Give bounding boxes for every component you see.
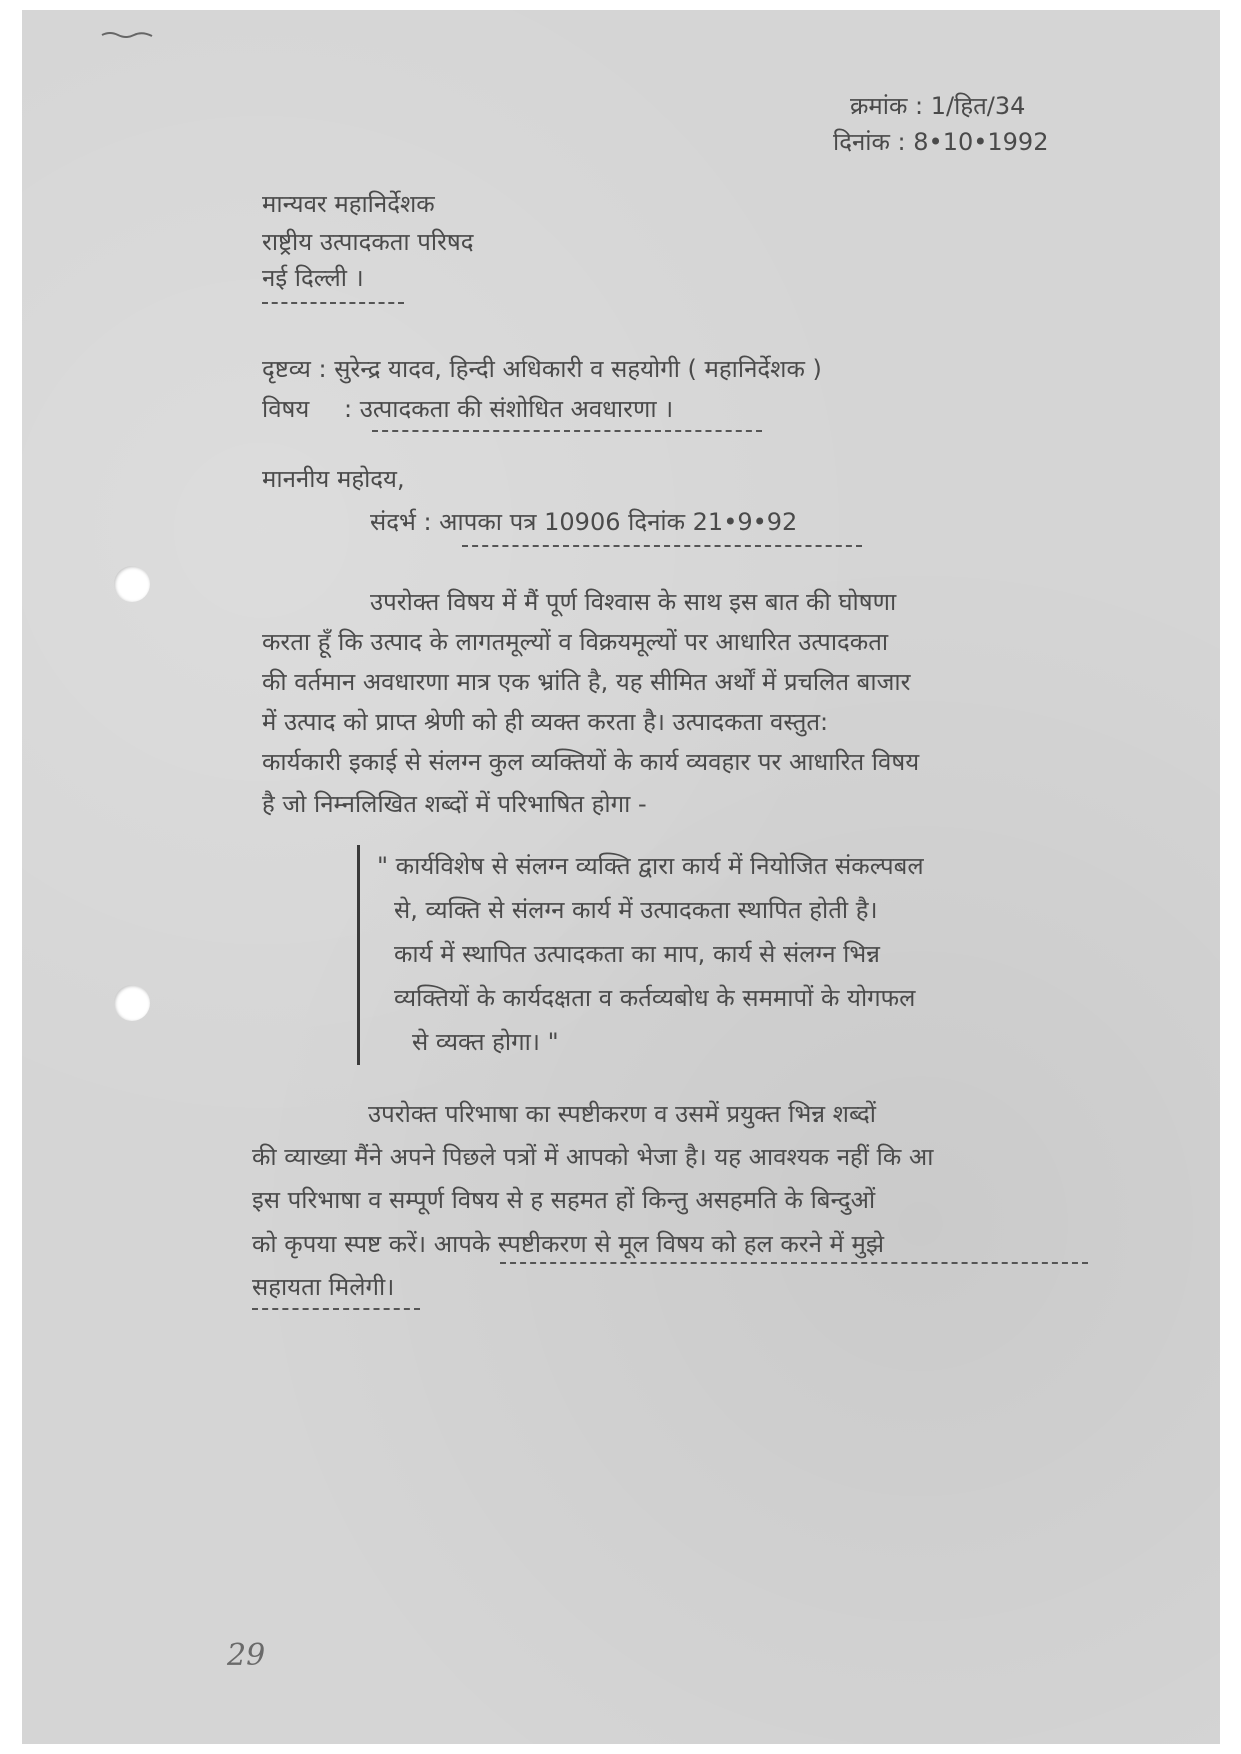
- reference-underline: [462, 545, 862, 547]
- attention-line: दृष्टव्य : सुरेन्द्र यादव, हिन्दी अधिकारी व सहयोगी ( महानिर्देशक ): [262, 355, 822, 383]
- punch-hole: [114, 566, 150, 602]
- para1-line: में उत्पाद को प्राप्त श्रेणी को ही व्यक्त करता है। उत्पादकता वस्तुत:: [262, 708, 829, 736]
- para2-line: को कृपया स्पष्ट करें। आपके स्पष्टीकरण से मूल विषय को हल करने में मुझे: [252, 1230, 885, 1258]
- reference-number: क्रमांक : 1/हित/34: [850, 92, 1026, 120]
- para2-line: सहायता मिलेगी।: [252, 1273, 395, 1301]
- quote-line: कार्य में स्थापित उत्पादकता का माप, कार्य से संलग्न भिन्न: [394, 940, 880, 968]
- ink-scratch-mark: [100, 30, 155, 40]
- para1-line: की वर्तमान अवधारणा मात्र एक भ्रांति है, यह सीमित अर्थों में प्रचलित बाजार: [262, 668, 911, 696]
- quote-bar: [357, 845, 360, 1065]
- para1-line: है जो निम्नलिखित शब्दों में परिभाषित होगा -: [262, 790, 647, 818]
- page-number: 29: [227, 1638, 266, 1673]
- quote-line: व्यक्तियों के कार्यदक्षता व कर्तव्यबोध के सममापों के योगफल: [394, 984, 916, 1012]
- subject-text: : उत्पादकता की संशोधित अवधारणा ।: [344, 395, 674, 423]
- para2-underline: [500, 1262, 1088, 1264]
- quote-line: से व्यक्त होगा। ": [412, 1028, 559, 1056]
- para1-line: उपरोक्त विषय में मैं पूर्ण विश्वास के साथ इस बात की घोषणा: [370, 588, 897, 616]
- para1-line: करता हूँ कि उत्पाद के लागतमूल्यों व विक्रयमूल्यों पर आधारित उत्पादकता: [262, 628, 889, 656]
- reference-line: संदर्भ : आपका पत्र 10906 दिनांक 21•9•92: [370, 508, 798, 536]
- punch-hole: [114, 985, 150, 1021]
- para2-line: इस परिभाषा व सम्पूर्ण विषय से ह सहमत हों किन्तु असहमति के बिन्दुओं: [252, 1186, 876, 1214]
- quote-line: से, व्यक्ति से संलग्न कार्य में उत्पादकता स्थापित होती है।: [394, 896, 878, 924]
- closing-underline: [252, 1308, 420, 1310]
- salutation: माननीय महोदय,: [262, 465, 405, 493]
- letter-date: दिनांक : 8•10•1992: [833, 128, 1049, 156]
- para2-line: उपरोक्त परिभाषा का स्पष्टीकरण व उसमें प्रयुक्त भिन्न शब्दों: [368, 1100, 876, 1128]
- para2-line: की व्याख्या मैंने अपने पिछले पत्रों में आपको भेजा है। यह आवश्यक नहीं कि आ: [252, 1143, 934, 1171]
- quote-line: " कार्यविशेष से संलग्न व्यक्ति द्वारा कार्य में नियोजित संकल्पबल: [377, 852, 924, 880]
- addressee-line-2: राष्ट्रीय उत्पादकता परिषद: [262, 228, 474, 256]
- addressee-underline: [262, 302, 404, 304]
- addressee-line-1: मान्यवर महानिर्देशक: [262, 190, 435, 218]
- subject-label: विषय: [262, 395, 310, 423]
- subject-underline: [372, 430, 762, 432]
- para1-line: कार्यकारी इकाई से संलग्न कुल व्यक्तियों के कार्य व्यवहार पर आधारित विषय: [262, 748, 920, 776]
- addressee-line-3: नई दिल्ली ।: [262, 264, 364, 292]
- letter-page: [22, 10, 1220, 1744]
